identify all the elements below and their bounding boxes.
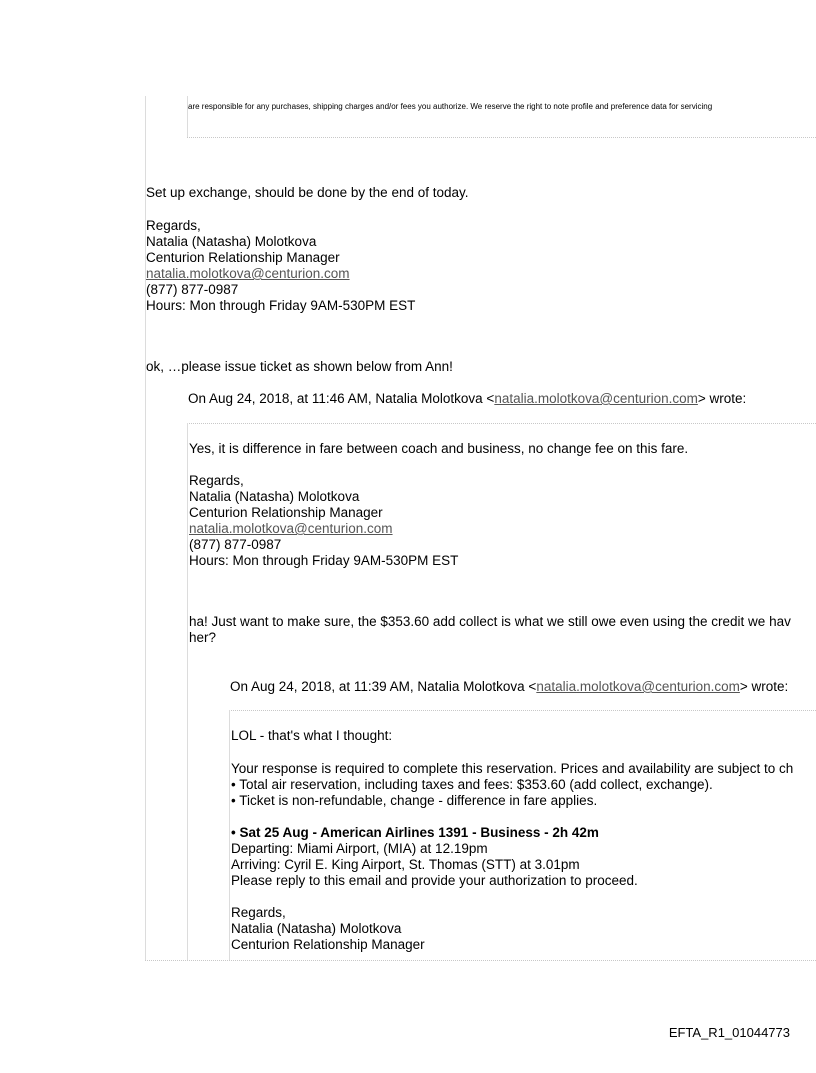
flight-summary: • Sat 25 Aug - American Airlines 1391 - Business - 2h 42m: [231, 825, 599, 840]
reply-text: [189, 614, 791, 646]
quote1-border-top: [187, 423, 816, 424]
outer-quote-bottom-border: [145, 960, 816, 961]
flight-details: [231, 825, 638, 889]
quote-body: Yes, it is difference in fare between coach and business, no change fee on this fare.: [189, 441, 689, 456]
signature-name: Natalia (Natasha) Molotkova: [231, 921, 402, 936]
signature-phone: (877) 877-0987: [146, 282, 239, 297]
reservation-details: [231, 761, 793, 809]
quote-body: LOL - that's what I thought:: [231, 728, 393, 743]
departing-info: Departing: Miami Airport, (MIA) at 12.19pm: [231, 841, 488, 856]
signature-title: Centurion Relationship Manager: [189, 505, 383, 520]
signature-block: [189, 473, 458, 569]
quote-header-suffix: > wrote:: [739, 679, 789, 694]
message-body: Set up exchange, should be done by the end of today.: [146, 185, 469, 200]
bullet-total: • Total air reservation, including taxes and fees: $353.60 (add collect, exchange).: [231, 777, 713, 792]
signature-title: Centurion Relationship Manager: [146, 250, 340, 265]
signature-title: Centurion Relationship Manager: [231, 937, 425, 952]
quote2-border-top: [229, 710, 816, 711]
quote2-border-left: [229, 710, 230, 960]
signature-greeting: Regards,: [189, 473, 244, 488]
bullet-ticket: • Ticket is non-refundable, change - difference in fare applies.: [231, 793, 598, 808]
signature-name: Natalia (Natasha) Molotkova: [189, 489, 360, 504]
signature-phone: (877) 877-0987: [189, 537, 282, 552]
disclaimer-text: are responsible for any purchases, shipping charges and/or fees you authorize. We reserve the right to note profile and preference data for servicing: [188, 102, 713, 111]
signature-greeting: Regards,: [231, 905, 286, 920]
quote-header-prefix: On Aug 24, 2018, at 11:46 AM, Natalia Molotkova <: [188, 391, 495, 406]
quote-header-email-link[interactable]: natalia.molotkova@centurion.com: [494, 391, 698, 406]
authorization-request: Please reply to this email and provide your authorization to proceed.: [231, 873, 638, 888]
signature-email-link[interactable]: natalia.molotkova@centurion.com: [146, 266, 350, 281]
signature-email-link[interactable]: natalia.molotkova@centurion.com: [189, 521, 393, 536]
signature-block: [146, 218, 415, 314]
document-id: EFTA_R1_01044773: [668, 1025, 790, 1040]
response-required-text: Your response is required to complete this reservation. Prices and availability are subject to ch: [231, 761, 794, 776]
message-body: ok, …please issue ticket as shown below from Ann!: [146, 359, 453, 374]
signature-hours: Hours: Mon through Friday 9AM-530PM EST: [146, 298, 416, 313]
signature-greeting: Regards,: [146, 218, 201, 233]
quote1-border-left: [187, 423, 188, 960]
arriving-info: Arriving: Cyril E. King Airport, St. Thomas (STT) at 3.01pm: [231, 857, 580, 872]
quote-header-email-link[interactable]: natalia.molotkova@centurion.com: [536, 679, 740, 694]
signature-name: Natalia (Natasha) Molotkova: [146, 234, 317, 249]
quote-header: [188, 391, 746, 407]
quote-header: [230, 679, 788, 695]
signature-hours: Hours: Mon through Friday 9AM-530PM EST: [189, 553, 459, 568]
signature-block: [231, 905, 425, 953]
reply-line: her?: [189, 630, 217, 645]
reply-line: ha! Just want to make sure, the $353.60 add collect is what we still owe even using the credit we hav: [189, 614, 791, 629]
top-fragment-border-bottom: [187, 137, 816, 138]
quote-header-suffix: > wrote:: [697, 391, 747, 406]
quote-header-prefix: On Aug 24, 2018, at 11:39 AM, Natalia Molotkova <: [230, 679, 537, 694]
